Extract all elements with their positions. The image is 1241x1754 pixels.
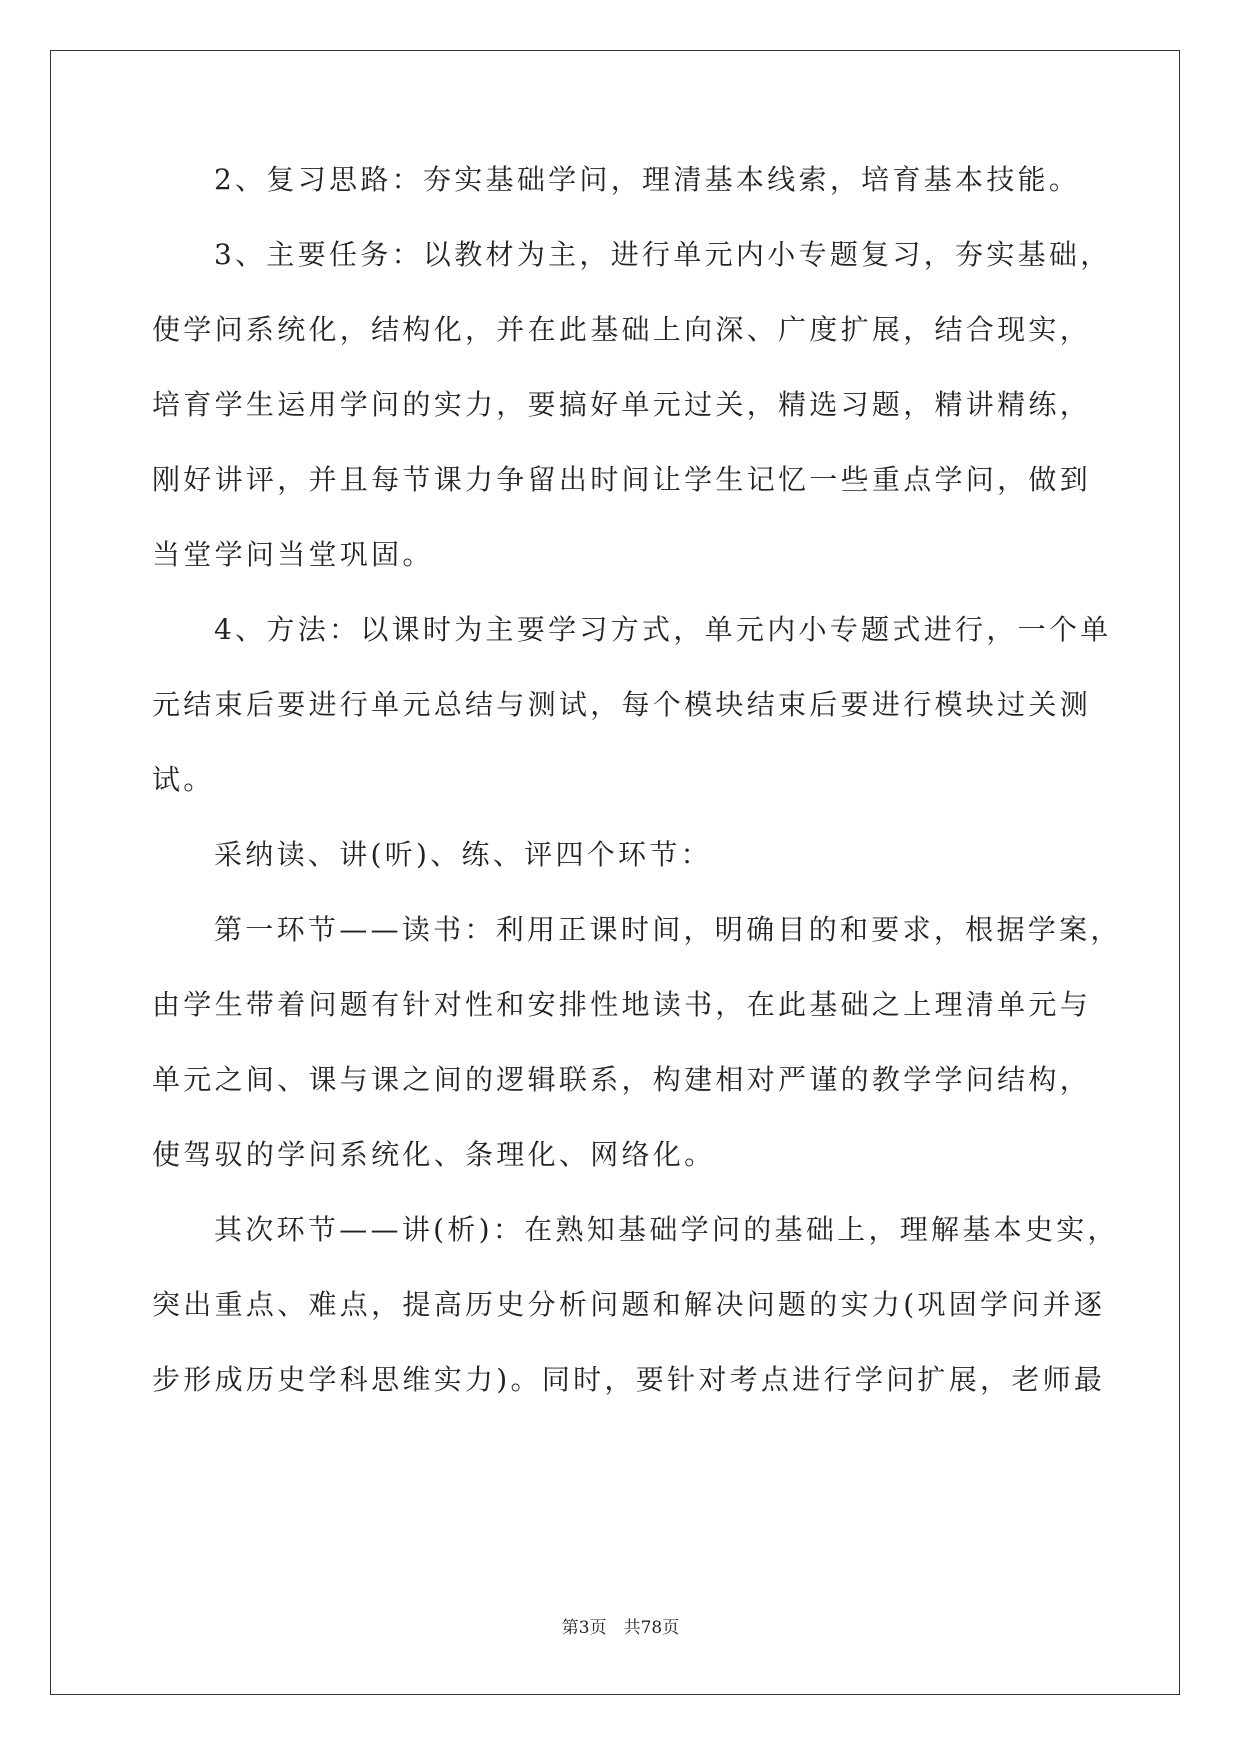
paragraph-line: 使驾驭的学问系统化、条理化、网络化。 <box>152 1138 716 1171</box>
paragraph-line: 单元之间、课与课之间的逻辑联系，构建相对严谨的教学学问结构， <box>152 1063 1092 1096</box>
page-footer <box>0 1616 1241 1640</box>
paragraph-line: 采纳读、讲(听)、练、评四个环节： <box>214 838 712 871</box>
paragraph-line: 突出重点、难点，提高历史分析问题和解决问题的实力(巩固学问并逐 <box>152 1288 1106 1321</box>
page-number: 第3页 共78页 <box>561 1618 680 1638</box>
paragraph-line: 第一环节——读书：利用正课时间，明确目的和要求，根据学案， <box>214 913 1122 946</box>
paragraph-line: 3、主要任务：以教材为主，进行单元内小专题复习，夯实基础， <box>214 238 1112 271</box>
paragraph-line: 2、复习思路：夯实基础学问，理清基本线索，培育基本技能。 <box>214 163 1081 196</box>
paragraph-line: 元结束后要进行单元总结与测试，每个模块结束后要进行模块过关测 <box>152 688 1092 721</box>
paragraph-line: 由学生带着问题有针对性和安排性地读书，在此基础之上理清单元与 <box>152 988 1092 1021</box>
paragraph-line: 当堂学问当堂巩固。 <box>152 538 434 571</box>
paragraph-line: 使学问系统化，结构化，并在此基础上向深、广度扩展，结合现实， <box>152 313 1092 346</box>
paragraph-line: 试。 <box>152 763 215 796</box>
paragraph-line: 培育学生运用学问的实力，要搞好单元过关，精选习题，精讲精练， <box>152 388 1092 421</box>
paragraph-line: 其次环节——讲(析)：在熟知基础学问的基础上，理解基本史实， <box>214 1213 1119 1246</box>
paragraph-line: 4、方法：以课时为主要学习方式，单元内小专题式进行，一个单 <box>214 613 1112 646</box>
paragraph-line: 步形成历史学科思维实力)。同时，要针对考点进行学问扩展，老师最 <box>152 1363 1106 1396</box>
paragraph-line: 刚好讲评，并且每节课力争留出时间让学生记忆一些重点学问，做到 <box>152 463 1092 496</box>
